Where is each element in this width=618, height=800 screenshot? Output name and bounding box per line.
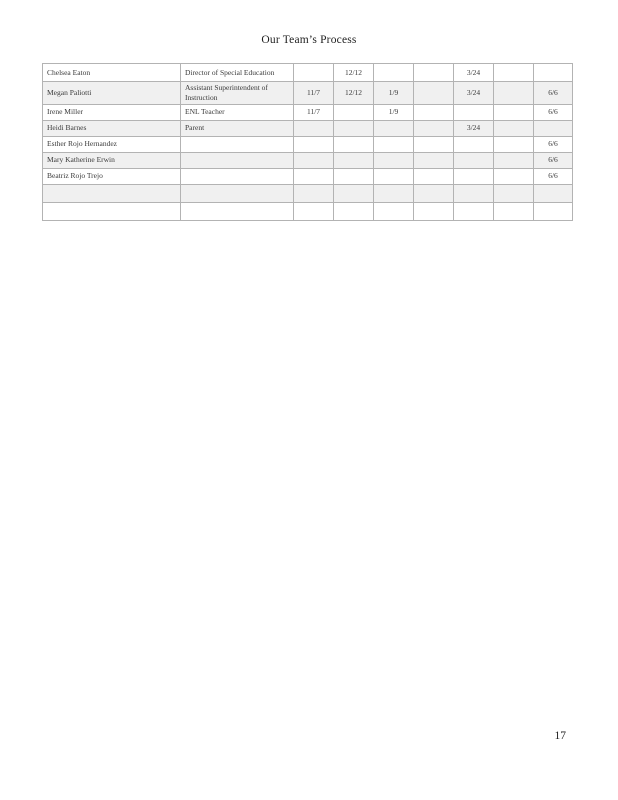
table-row	[43, 202, 573, 220]
meeting-date-cell	[414, 104, 454, 120]
meeting-date-cell	[534, 202, 573, 220]
member-name-cell: Irene Miller	[43, 104, 181, 120]
meeting-date-cell	[334, 152, 374, 168]
meeting-date-cell	[294, 120, 334, 136]
member-role-cell	[181, 152, 294, 168]
member-role-cell	[181, 202, 294, 220]
team-process-table	[42, 63, 573, 221]
meeting-date-cell: 12/12	[334, 64, 374, 82]
meeting-date-cell	[534, 184, 573, 202]
meeting-date-cell	[414, 152, 454, 168]
member-role-cell: ENL Teacher	[181, 104, 294, 120]
member-name-cell: Megan Paliotti	[43, 82, 181, 105]
meeting-date-cell	[294, 64, 334, 82]
meeting-date-cell	[494, 136, 534, 152]
meeting-date-cell	[534, 120, 573, 136]
meeting-date-cell	[374, 202, 414, 220]
meeting-date-cell	[494, 168, 534, 184]
member-name-cell: Beatriz Rojo Trejo	[43, 168, 181, 184]
meeting-date-cell	[494, 82, 534, 105]
member-name-cell: Mary Katherine Erwin	[43, 152, 181, 168]
meeting-date-cell: 3/24	[454, 120, 494, 136]
table-row	[43, 168, 573, 184]
meeting-date-cell	[494, 64, 534, 82]
meeting-date-cell	[494, 104, 534, 120]
table-row	[43, 82, 573, 105]
member-name-cell: Heidi Barnes	[43, 120, 181, 136]
meeting-date-cell	[494, 152, 534, 168]
meeting-date-cell	[374, 64, 414, 82]
meeting-date-cell	[374, 136, 414, 152]
meeting-date-cell	[454, 184, 494, 202]
meeting-date-cell	[414, 168, 454, 184]
meeting-date-cell	[374, 152, 414, 168]
table-row	[43, 120, 573, 136]
member-name-cell	[43, 184, 181, 202]
meeting-date-cell	[454, 104, 494, 120]
meeting-date-cell	[414, 184, 454, 202]
meeting-date-cell	[294, 168, 334, 184]
meeting-date-cell: 3/24	[454, 64, 494, 82]
meeting-date-cell	[414, 64, 454, 82]
page-title: Our Team’s Process	[261, 34, 357, 46]
meeting-date-cell: 12/12	[334, 82, 374, 105]
table-row	[43, 64, 573, 82]
meeting-date-cell: 1/9	[374, 82, 414, 105]
meeting-date-cell: 11/7	[294, 104, 334, 120]
meeting-date-cell	[414, 82, 454, 105]
meeting-date-cell: 3/24	[454, 82, 494, 105]
meeting-date-cell	[294, 152, 334, 168]
meeting-date-cell	[454, 152, 494, 168]
meeting-date-cell: 6/6	[534, 104, 573, 120]
meeting-date-cell: 1/9	[374, 104, 414, 120]
table-row	[43, 104, 573, 120]
meeting-date-cell	[454, 168, 494, 184]
member-role-cell: Assistant Superintendent of Instruction	[181, 82, 294, 105]
member-role-cell	[181, 136, 294, 152]
meeting-date-cell	[334, 168, 374, 184]
meeting-date-cell	[534, 64, 573, 82]
meeting-date-cell: 6/6	[534, 136, 573, 152]
table-row	[43, 152, 573, 168]
meeting-date-cell: 6/6	[534, 168, 573, 184]
page-number: 17	[554, 730, 566, 742]
meeting-date-cell	[334, 120, 374, 136]
meeting-date-cell	[374, 168, 414, 184]
table-row	[43, 136, 573, 152]
meeting-date-cell	[414, 120, 454, 136]
meeting-date-cell	[454, 136, 494, 152]
meeting-date-cell	[334, 104, 374, 120]
meeting-date-cell	[294, 184, 334, 202]
meeting-date-cell	[374, 184, 414, 202]
table-row	[43, 184, 573, 202]
meeting-date-cell	[294, 202, 334, 220]
meeting-date-cell	[494, 184, 534, 202]
meeting-date-cell	[334, 136, 374, 152]
table-body	[43, 64, 573, 221]
meeting-date-cell: 11/7	[294, 82, 334, 105]
member-role-cell	[181, 184, 294, 202]
member-role-cell	[181, 168, 294, 184]
meeting-date-cell	[494, 202, 534, 220]
member-name-cell: Esther Rojo Hernandez	[43, 136, 181, 152]
meeting-date-cell	[454, 202, 494, 220]
meeting-date-cell	[414, 202, 454, 220]
meeting-date-cell	[334, 184, 374, 202]
meeting-date-cell: 6/6	[534, 152, 573, 168]
meeting-date-cell	[374, 120, 414, 136]
meeting-date-cell	[414, 136, 454, 152]
meeting-date-cell	[334, 202, 374, 220]
member-name-cell	[43, 202, 181, 220]
member-role-cell: Director of Special Education	[181, 64, 294, 82]
meeting-date-cell	[494, 120, 534, 136]
meeting-date-cell	[294, 136, 334, 152]
meeting-date-cell: 6/6	[534, 82, 573, 105]
member-role-cell: Parent	[181, 120, 294, 136]
member-name-cell: Chelsea Eaton	[43, 64, 181, 82]
